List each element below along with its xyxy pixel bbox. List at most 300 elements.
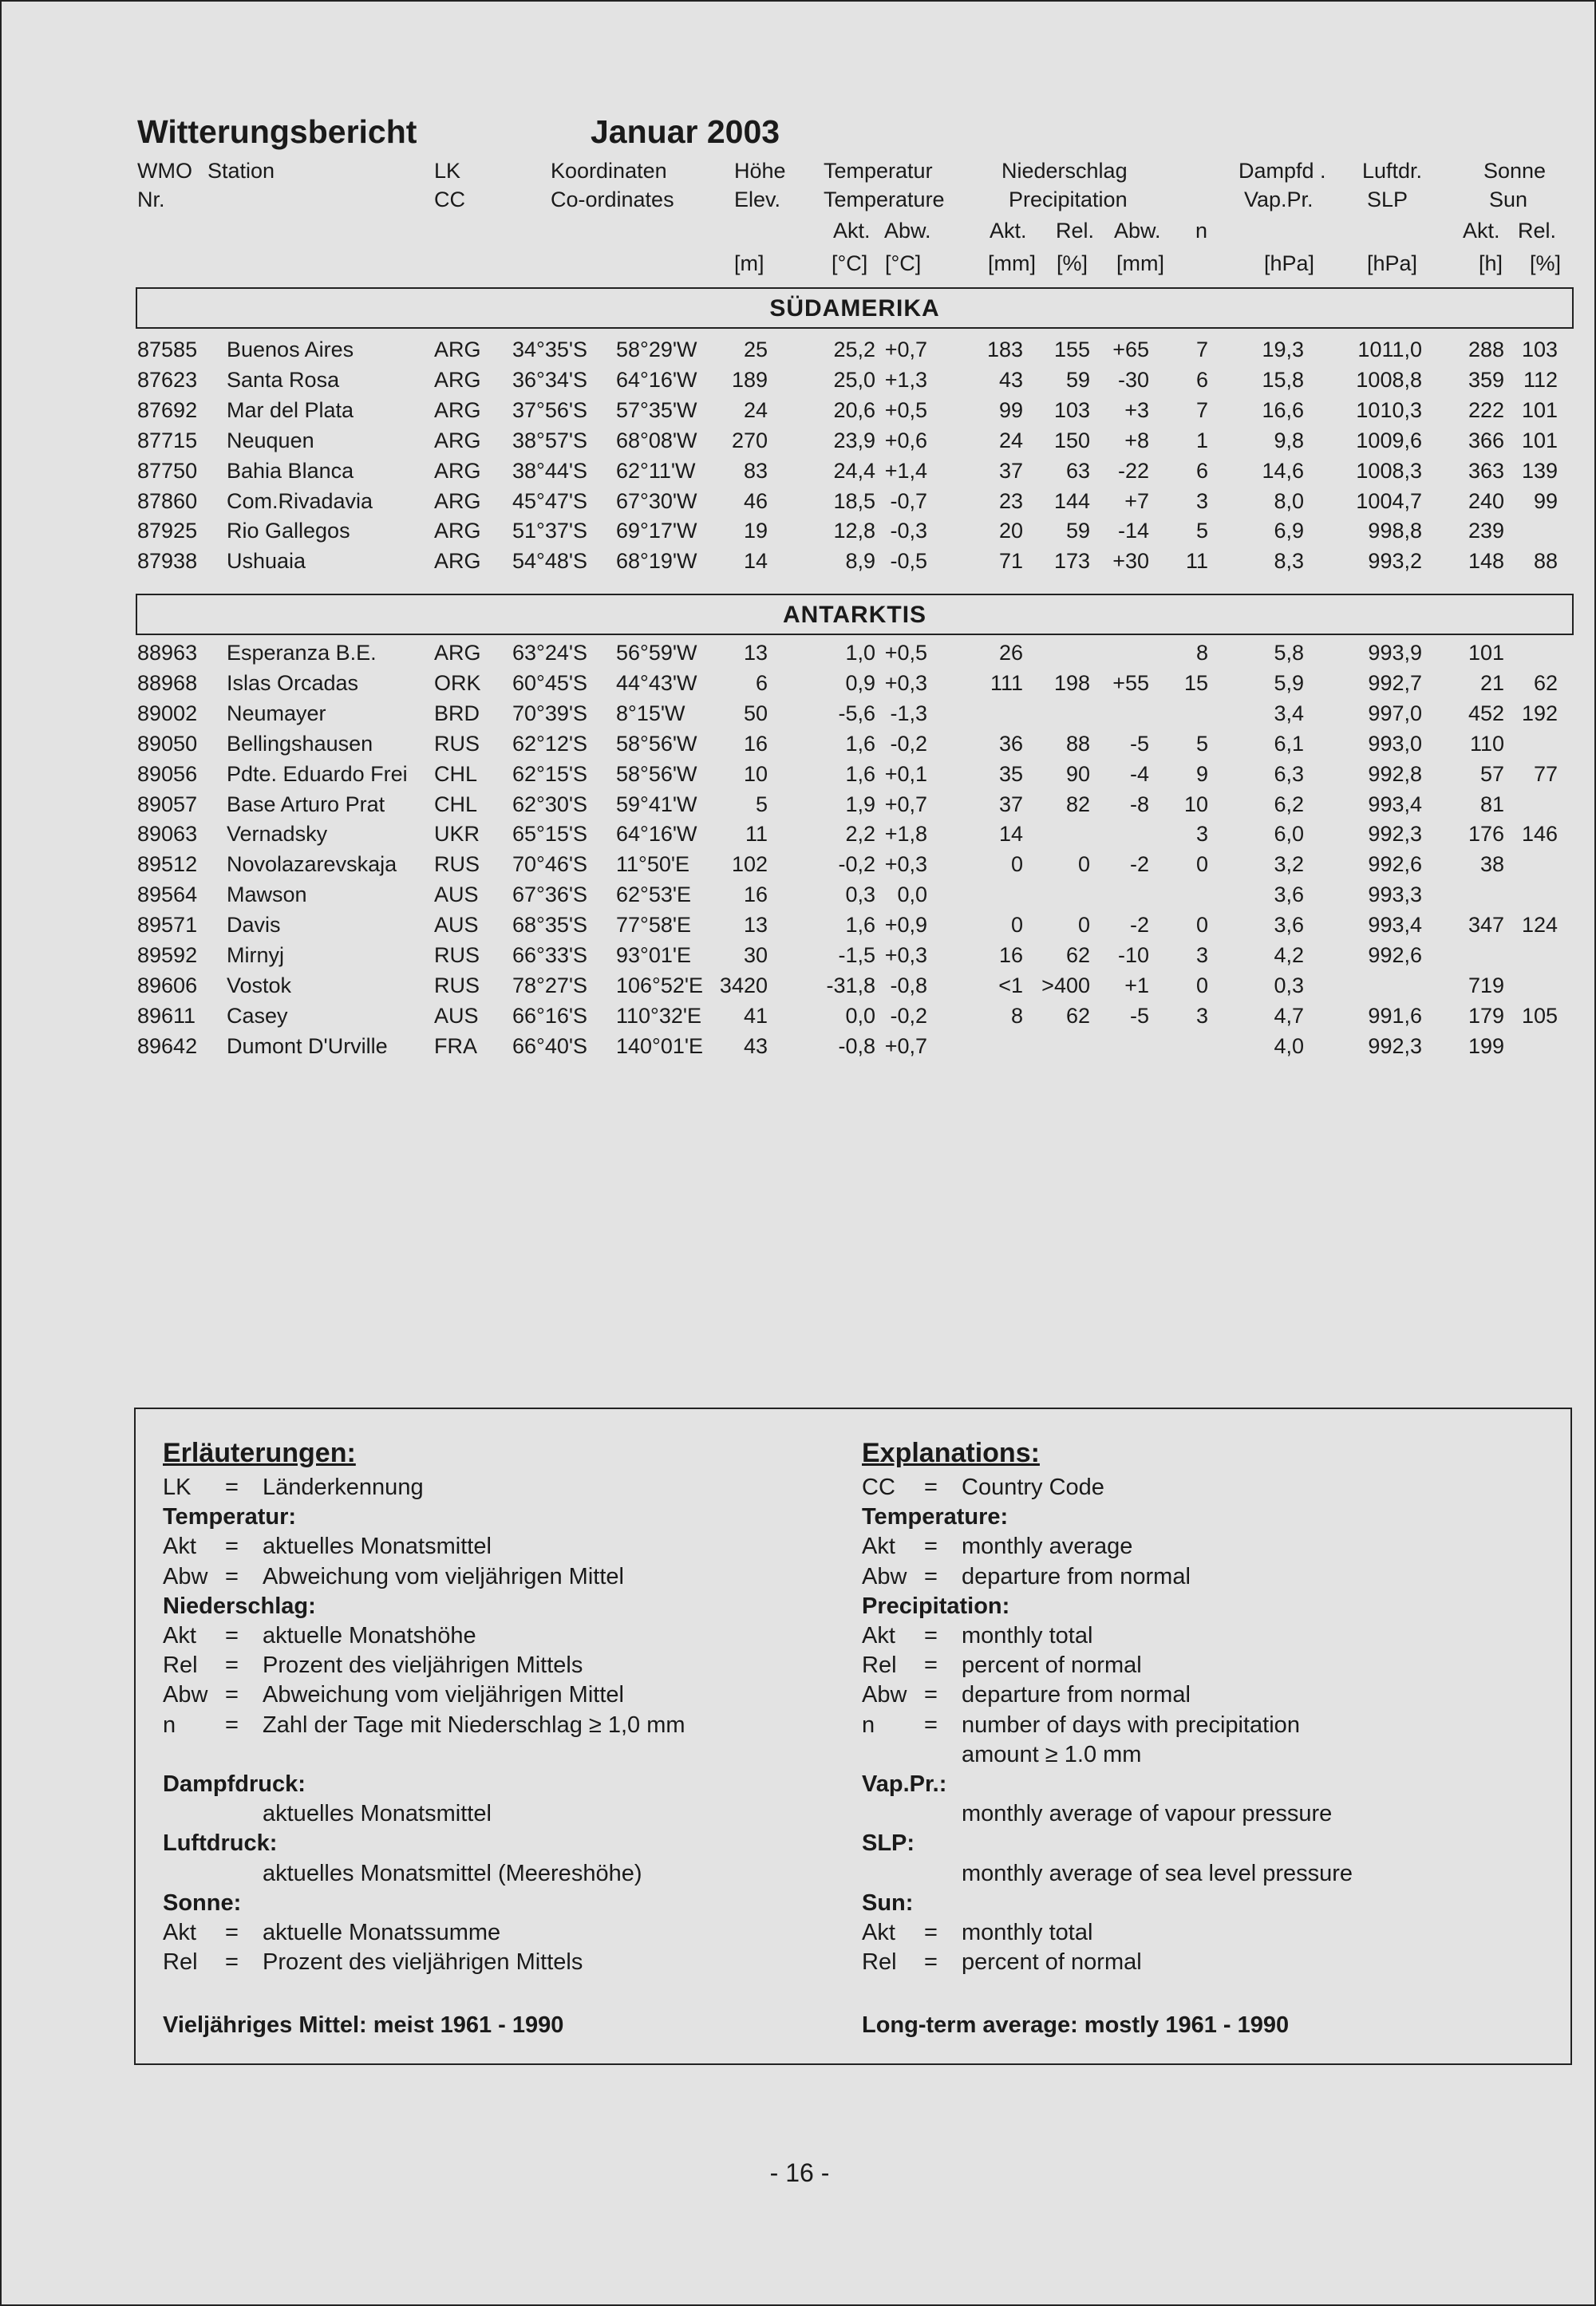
sun-akt: 21: [1479, 670, 1504, 695]
elevation: 189: [731, 367, 768, 392]
sun-akt: 81: [1479, 792, 1504, 816]
longitude: 64°16'W: [616, 822, 697, 847]
wmo-nr: 89002: [137, 701, 198, 725]
de-abbrev: Akt: [163, 1920, 196, 1945]
country-code: ARG: [434, 367, 481, 392]
station-name: Buenos Aires: [227, 338, 354, 361]
column-header-label: Höhe: [734, 159, 786, 183]
elevation: 102: [731, 852, 768, 877]
precip-rel: 155: [1053, 338, 1090, 361]
wmo-nr: 87692: [137, 397, 198, 422]
sun-rel: 124: [1521, 913, 1558, 938]
elevation: 46: [743, 488, 768, 513]
latitude: 45°47'S: [512, 488, 588, 513]
station-name: Com.Rivadavia: [227, 488, 373, 513]
country-code: RUS: [434, 973, 480, 997]
latitude: 67°36'S: [512, 883, 588, 907]
elevation: 270: [731, 428, 768, 452]
table-row: [2, 398, 1596, 428]
footer-note-de: Vieljähriges Mittel: meist 1961 - 1990: [163, 2012, 564, 2038]
en-abbrev: Abw: [862, 1563, 907, 1589]
table-row: [2, 822, 1596, 852]
en-equals: =: [924, 1949, 938, 1976]
en-equals: =: [924, 1475, 938, 1500]
country-code: ORK: [434, 670, 481, 695]
elevation: 10: [743, 761, 768, 786]
precip-days: 7: [1195, 338, 1208, 361]
en-definition: number of days with precipitation: [962, 1712, 1300, 1738]
vapour-pressure: 5,8: [1274, 641, 1304, 665]
column-header-label: Abw.: [1114, 219, 1161, 243]
precip-akt: 0: [1010, 852, 1023, 877]
country-code: RUS: [434, 731, 480, 756]
sun-akt: 239: [1468, 519, 1504, 543]
column-header-label: Niederschlag: [1001, 159, 1128, 183]
column-header-label: Dampfd .: [1238, 159, 1326, 183]
de-abbrev: n: [163, 1712, 176, 1738]
precip-days: 1: [1195, 428, 1208, 452]
latitude: 70°46'S: [512, 852, 588, 877]
elevation: 30: [743, 943, 768, 967]
column-header-label: Rel.: [1056, 219, 1095, 243]
en-abbrev: Akt: [862, 1920, 895, 1945]
vapour-pressure: 6,2: [1274, 792, 1304, 816]
temp-akt: 1,6: [845, 731, 875, 756]
en-group-label: Sun:: [862, 1889, 914, 1916]
section-title: SÜDAMERIKA: [769, 295, 940, 322]
latitude: 38°57'S: [512, 428, 588, 452]
temp-abw: +1,8: [884, 822, 927, 847]
vapour-pressure: 14,6: [1262, 458, 1304, 483]
country-code: FRA: [434, 1033, 477, 1058]
table-row: [2, 519, 1596, 549]
de-equals: =: [225, 1682, 239, 1708]
explanations-heading-de: Erläuterungen:: [163, 1438, 356, 1468]
station-name: Santa Rosa: [227, 367, 340, 392]
precip-rel: 59: [1065, 367, 1090, 392]
en-equals: =: [924, 1682, 938, 1708]
en-abbrev: CC: [862, 1475, 895, 1500]
vapour-pressure: 6,9: [1274, 519, 1304, 543]
latitude: 62°12'S: [512, 731, 588, 756]
precip-rel: 0: [1077, 913, 1090, 938]
table-row: [2, 973, 1596, 1004]
column-header-label: n: [1195, 219, 1208, 243]
longitude: 106°52'E: [616, 973, 704, 997]
latitude: 62°30'S: [512, 792, 588, 816]
column-header-label: WMO: [137, 159, 192, 183]
precip-abw: +1: [1124, 973, 1149, 997]
country-code: AUS: [434, 883, 479, 907]
temp-akt: -0,8: [838, 1033, 875, 1058]
temp-abw: +0,3: [884, 943, 927, 967]
country-code: ARG: [434, 458, 481, 483]
sun-akt: 110: [1469, 731, 1504, 756]
temp-abw: -0,8: [890, 973, 927, 997]
vapour-pressure: 16,6: [1262, 397, 1304, 422]
longitude: 58°56'W: [616, 731, 697, 756]
vapour-pressure: 19,3: [1262, 338, 1304, 361]
elevation: 3420: [719, 973, 768, 997]
en-definition: monthly total: [962, 1920, 1093, 1945]
table-row: [2, 943, 1596, 973]
column-header-label: Temperatur: [824, 159, 933, 183]
temp-abw: +0,5: [884, 397, 927, 422]
sea-level-pressure: 998,8: [1368, 519, 1422, 543]
table-row: [2, 762, 1596, 792]
sea-level-pressure: 997,0: [1368, 701, 1422, 725]
wmo-nr: 88968: [137, 670, 198, 695]
section-header: [136, 594, 1574, 635]
table-row: [2, 428, 1596, 459]
country-code: BRD: [434, 701, 480, 725]
precip-abw: -2: [1129, 852, 1149, 877]
sun-akt: 363: [1468, 458, 1504, 483]
elevation: 11: [745, 822, 768, 847]
country-code: AUS: [434, 1003, 479, 1028]
sun-akt: 101: [1468, 641, 1504, 665]
precip-akt: 20: [998, 519, 1023, 543]
en-equals: =: [924, 1920, 938, 1945]
sea-level-pressure: 992,3: [1368, 1033, 1422, 1058]
country-code: CHL: [434, 761, 478, 786]
wmo-nr: 89063: [137, 822, 198, 847]
vapour-pressure: 3,2: [1274, 852, 1304, 877]
precip-akt: 23: [998, 488, 1023, 513]
de-equals: =: [225, 1475, 239, 1500]
vapour-pressure: 8,0: [1274, 488, 1304, 513]
en-abbrev: Rel: [862, 1653, 897, 1679]
precip-days: 15: [1183, 670, 1208, 695]
de-abbrev: LK: [163, 1475, 192, 1500]
precip-abw: -14: [1117, 519, 1149, 543]
station-name: Base Arturo Prat: [227, 792, 385, 816]
wmo-nr: 89564: [137, 883, 198, 907]
precip-abw: +3: [1124, 397, 1149, 422]
explanations-heading-en: Explanations:: [862, 1438, 1040, 1468]
station-name: Dumont D'Urville: [227, 1033, 388, 1058]
elevation: 24: [743, 397, 768, 422]
vapour-pressure: 9,8: [1274, 428, 1304, 452]
precip-days: 5: [1195, 731, 1208, 756]
precip-days: 5: [1195, 519, 1208, 543]
temp-abw: -0,7: [890, 488, 927, 513]
country-code: AUS: [434, 913, 479, 938]
en-equals: =: [924, 1712, 938, 1738]
latitude: 38°44'S: [512, 458, 588, 483]
de-group-label: Sonne:: [163, 1889, 242, 1916]
temp-abw: -0,2: [890, 1003, 927, 1028]
en-definition: monthly average: [962, 1534, 1133, 1560]
latitude: 63°24'S: [512, 641, 588, 665]
country-code: ARG: [434, 488, 481, 513]
column-header-label: Koordinaten: [551, 159, 667, 183]
longitude: 68°19'W: [616, 549, 697, 574]
precip-days: 7: [1195, 397, 1208, 422]
table-row: [2, 913, 1596, 943]
station-name: Rio Gallegos: [227, 519, 350, 543]
elevation: 16: [743, 731, 768, 756]
de-abbrev: Rel: [163, 1653, 198, 1679]
column-header-label: Temperature: [824, 188, 945, 211]
column-header-label: [h]: [1479, 251, 1503, 275]
temp-abw: +0,7: [884, 338, 927, 361]
sea-level-pressure: 993,4: [1368, 913, 1422, 938]
precip-rel: 82: [1065, 792, 1090, 816]
longitude: 57°35'W: [616, 397, 697, 422]
longitude: 140°01'E: [616, 1033, 704, 1058]
latitude: 34°35'S: [512, 338, 588, 361]
column-header-label: Precipitation: [1009, 188, 1128, 211]
de-definition: Abweichung vom vieljährigen Mittel: [263, 1563, 624, 1589]
latitude: 66°33'S: [512, 943, 588, 967]
precip-akt: <1: [998, 973, 1023, 997]
column-header-label: Akt.: [990, 219, 1027, 243]
de-definition: Prozent des vieljährigen Mittels: [263, 1653, 583, 1679]
temp-akt: 23,9: [833, 428, 875, 452]
de-definition: aktuelles Monatsmittel (Meereshöhe): [263, 1860, 642, 1886]
sun-akt: 366: [1468, 428, 1504, 452]
longitude: 62°11'W: [616, 458, 696, 483]
column-header-label: [%]: [1057, 251, 1088, 275]
column-header-label: [mm]: [988, 251, 1036, 275]
precip-abw: +65: [1112, 338, 1149, 361]
station-name: Davis: [227, 913, 281, 938]
precip-akt: 183: [986, 338, 1023, 361]
longitude: 67°30'W: [616, 488, 697, 513]
precip-akt: 99: [998, 397, 1023, 422]
vapour-pressure: 4,0: [1274, 1033, 1304, 1058]
en-equals: =: [924, 1623, 938, 1649]
de-equals: =: [225, 1949, 239, 1976]
temp-abw: -0,2: [890, 731, 927, 756]
vapour-pressure: 3,6: [1274, 913, 1304, 938]
precip-akt: 14: [998, 822, 1023, 847]
station-name: Pdte. Eduardo Frei: [227, 761, 408, 786]
precip-akt: 37: [998, 792, 1023, 816]
elevation: 14: [743, 549, 768, 574]
country-code: RUS: [434, 852, 480, 877]
station-name: Mar del Plata: [227, 397, 354, 422]
sea-level-pressure: 993,0: [1368, 731, 1422, 756]
precip-days: 8: [1195, 641, 1208, 665]
sun-rel: 105: [1521, 1003, 1558, 1028]
section-header: [136, 287, 1574, 329]
de-equals: =: [225, 1563, 239, 1589]
precip-abw: -5: [1129, 1003, 1149, 1028]
temp-abw: +0,6: [884, 428, 927, 452]
table-row: [2, 338, 1596, 368]
sea-level-pressure: 993,2: [1368, 549, 1422, 574]
en-definition: monthly average of sea level pressure: [962, 1860, 1353, 1886]
precip-abw: +30: [1112, 549, 1149, 574]
wmo-nr: 87925: [137, 519, 198, 543]
report-title: Witterungsbericht: [137, 113, 417, 150]
en-abbrev: n: [862, 1712, 875, 1738]
temp-akt: 2,2: [845, 822, 875, 847]
sun-akt: 176: [1468, 822, 1504, 847]
column-header-label: [m]: [734, 251, 764, 275]
column-header-label: Sonne: [1483, 159, 1547, 183]
sun-rel: 139: [1521, 458, 1558, 483]
column-header-label: Akt.: [833, 219, 871, 243]
longitude: 93°01'E: [616, 943, 692, 967]
precip-days: 3: [1195, 488, 1208, 513]
temp-akt: 12,8: [833, 519, 875, 543]
vapour-pressure: 6,1: [1274, 731, 1304, 756]
sun-akt: 199: [1468, 1033, 1504, 1058]
longitude: 56°59'W: [616, 641, 697, 665]
vapour-pressure: 3,6: [1274, 883, 1304, 907]
column-header-label: [hPa]: [1367, 251, 1418, 275]
precip-akt: 36: [998, 731, 1023, 756]
longitude: 110°32'E: [616, 1003, 702, 1028]
latitude: 36°34'S: [512, 367, 588, 392]
temp-akt: 0,3: [845, 883, 875, 907]
temp-akt: -1,5: [838, 943, 875, 967]
en-definition: departure from normal: [962, 1563, 1191, 1589]
latitude: 66°40'S: [512, 1033, 588, 1058]
de-definition: Abweichung vom vieljährigen Mittel: [263, 1682, 624, 1708]
precip-days: 6: [1195, 367, 1208, 392]
table-row: [2, 459, 1596, 489]
temp-abw: +1,4: [884, 458, 927, 483]
en-abbrev: Akt: [862, 1534, 895, 1560]
wmo-nr: 87938: [137, 549, 198, 574]
precip-abw: -2: [1129, 913, 1149, 938]
en-definition: Country Code: [962, 1475, 1104, 1500]
column-header-label: [°C]: [885, 251, 922, 275]
station-name: Vernadsky: [227, 822, 328, 847]
de-abbrev: Akt: [163, 1534, 196, 1560]
column-header-label: [°C]: [832, 251, 868, 275]
vapour-pressure: 4,2: [1274, 943, 1304, 967]
vapour-pressure: 6,0: [1274, 822, 1304, 847]
precip-akt: 43: [998, 367, 1023, 392]
sea-level-pressure: 993,3: [1368, 883, 1422, 907]
wmo-nr: 89592: [137, 943, 198, 967]
sea-level-pressure: 1010,3: [1356, 397, 1422, 422]
precip-days: 11: [1185, 549, 1208, 574]
temp-abw: +0,5: [884, 641, 927, 665]
precip-abw: -22: [1117, 458, 1149, 483]
temp-abw: +0,7: [884, 792, 927, 816]
precip-abw: -30: [1117, 367, 1149, 392]
elevation: 50: [743, 701, 768, 725]
table-row: [2, 1004, 1596, 1034]
vapour-pressure: 3,4: [1274, 701, 1304, 725]
precip-days: 3: [1195, 822, 1208, 847]
precip-rel: 0: [1077, 852, 1090, 877]
sun-rel: 99: [1533, 488, 1558, 513]
sea-level-pressure: 991,6: [1368, 1003, 1422, 1028]
precip-days: 6: [1195, 458, 1208, 483]
column-header-label: Akt.: [1463, 219, 1500, 243]
sun-akt: 452: [1468, 701, 1504, 725]
de-abbrev: Akt: [163, 1623, 196, 1649]
temp-abw: -1,3: [890, 701, 927, 725]
de-group-label: Luftdruck:: [163, 1830, 278, 1857]
sea-level-pressure: 993,4: [1368, 792, 1422, 816]
de-definition: Prozent des vieljährigen Mittels: [263, 1949, 583, 1976]
wmo-nr: 87585: [137, 338, 198, 361]
precip-akt: 16: [998, 943, 1023, 967]
column-header-label: [hPa]: [1264, 251, 1315, 275]
wmo-nr: 87623: [137, 367, 198, 392]
country-code: CHL: [434, 792, 478, 816]
country-code: UKR: [434, 822, 480, 847]
temp-akt: -0,2: [838, 852, 875, 877]
vapour-pressure: 8,3: [1274, 549, 1304, 574]
country-code: ARG: [434, 519, 481, 543]
report-month: Januar 2003: [591, 113, 780, 150]
vapour-pressure: 5,9: [1274, 670, 1304, 695]
station-name: Esperanza B.E.: [227, 641, 377, 665]
elevation: 19: [743, 519, 768, 543]
sun-rel: 88: [1533, 549, 1558, 574]
precip-days: 0: [1195, 973, 1208, 997]
sun-akt: 222: [1468, 397, 1504, 422]
elevation: 13: [743, 641, 768, 665]
table-row: [2, 671, 1596, 701]
station-name: Vostok: [227, 973, 292, 997]
de-group-label: Temperatur:: [163, 1504, 297, 1530]
vapour-pressure: 0,3: [1274, 973, 1304, 997]
de-equals: =: [225, 1712, 239, 1738]
sea-level-pressure: 992,7: [1368, 670, 1422, 695]
de-abbrev: Abw: [163, 1563, 208, 1589]
en-definition: monthly total: [962, 1623, 1093, 1649]
de-equals: =: [225, 1920, 239, 1945]
temp-abw: -0,3: [890, 519, 927, 543]
temp-akt: 1,0: [845, 641, 875, 665]
sun-akt: 38: [1479, 852, 1504, 877]
precip-akt: 35: [998, 761, 1023, 786]
sea-level-pressure: 1011,0: [1357, 338, 1422, 361]
column-header-label: [%]: [1530, 251, 1562, 275]
precip-akt: 8: [1010, 1003, 1023, 1028]
country-code: ARG: [434, 397, 481, 422]
sea-level-pressure: 993,9: [1368, 641, 1422, 665]
en-definition: percent of normal: [962, 1949, 1142, 1976]
precip-abw: +8: [1124, 428, 1149, 452]
en-group-label: Precipitation:: [862, 1593, 1010, 1619]
elevation: 25: [743, 338, 768, 361]
wmo-nr: 87860: [137, 488, 198, 513]
longitude: 8°15'W: [616, 701, 685, 725]
de-definition: Zahl der Tage mit Niederschlag ≥ 1,0 mm: [263, 1712, 685, 1738]
sun-rel: 77: [1533, 761, 1558, 786]
precip-days: 0: [1195, 852, 1208, 877]
longitude: 69°17'W: [616, 519, 697, 543]
sea-level-pressure: 1008,8: [1356, 367, 1422, 392]
country-code: ARG: [434, 641, 481, 665]
wmo-nr: 89057: [137, 792, 198, 816]
latitude: 60°45'S: [512, 670, 588, 695]
longitude: 64°16'W: [616, 367, 697, 392]
elevation: 41: [743, 1003, 768, 1028]
en-abbrev: Akt: [862, 1623, 895, 1649]
station-name: Neuquen: [227, 428, 314, 452]
latitude: 51°37'S: [512, 519, 588, 543]
sun-rel: 101: [1521, 397, 1558, 422]
country-code: ARG: [434, 338, 481, 361]
temp-abw: +0,3: [884, 670, 927, 695]
sun-rel: 112: [1523, 367, 1558, 392]
wmo-nr: 89571: [137, 913, 198, 938]
precip-akt: 111: [990, 670, 1023, 695]
sea-level-pressure: 992,6: [1368, 852, 1422, 877]
